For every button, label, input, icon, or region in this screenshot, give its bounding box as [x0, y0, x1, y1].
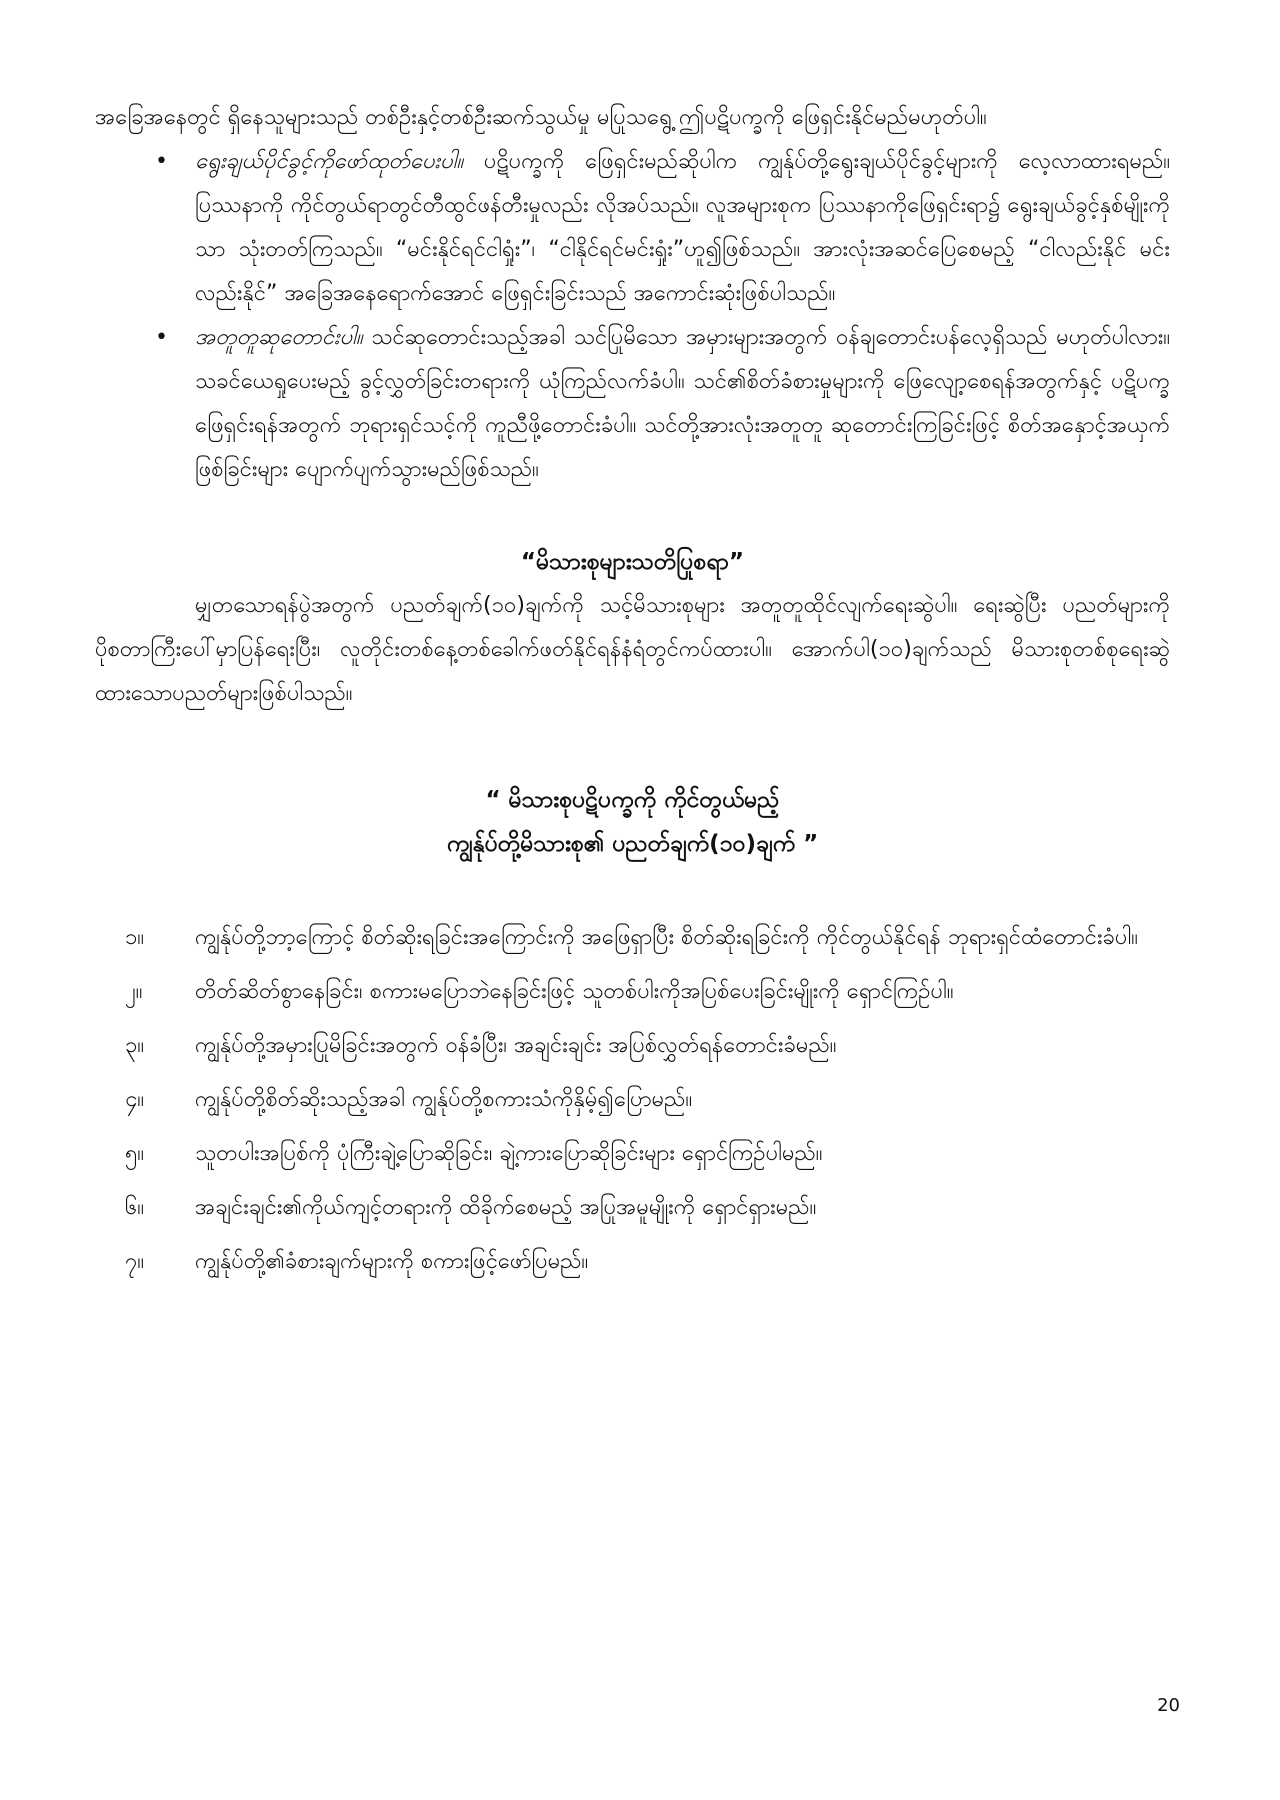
rule-item: [95, 916, 1170, 960]
rule-number: ၅။: [125, 1141, 145, 1166]
bullet-dot-icon: •: [155, 325, 168, 350]
intro-continuation: အခြေအနေတွင် ရှိနေသူများသည် တစ်ဦးနှင့်တစ်ဦးဆက်သွယ်မှု မပြုသရွေ့ ဤပဋိပက္ခကို ဖြေရှင်းနိုင်မည်မဟုတ်ပါ။: [95, 105, 987, 130]
page-content: [95, 96, 1170, 1294]
rule-item: [95, 1186, 1170, 1230]
rule-number: ၁။: [125, 925, 145, 950]
rule-text: ကျွန်ုပ်တို့အမှားပြုမိခြင်းအတွက် ဝန်ခံပြီး၊ အချင်းချင်း အပြစ်လွှတ်ရန်တောင်းခံမည်။: [195, 1033, 837, 1058]
rule-text: ကျွန်ုပ်တို့၏ခံစားချက်များကို စကားဖြင့်ဖော်ပြမည်။: [195, 1249, 589, 1274]
bullet-dot-icon: •: [155, 149, 168, 174]
section-body-family-notes: မျှတသောရန်ပွဲအတွက် ပညတ်ချက်(၁၀)ချက်ကို သင့်မိသားစုများ အတူတူထိုင်လျက်ရေးဆွဲပါ။ ရေးဆွဲပြီး ပညတ်များကို ပိုစတာကြီးပေါ်မှာပြန်ရေးပြီး၊ လူတိုင်းတစ်နေ့တစ်ခေါက်ဖတ်နိုင်ရန်နံရံတွင်ကပ်ထားပါ။ အောက်ပါ(၁၀)ချက်သည် မိသားစုတစ်စုရေးဆွဲ ထားသောပညတ်များဖြစ်ပါသည်။: [95, 593, 1170, 706]
bullet-lead-pray: အတူတူဆုတောင်းပါ။: [195, 325, 363, 350]
rule-text: သူတပါးအပြစ်ကို ပုံကြီးချဲ့ပြောဆိုခြင်း၊ ချဲ့ကားပြောဆိုခြင်းများ ရှောင်ကြဉ်ပါမည်။: [195, 1141, 823, 1166]
rule-item: [95, 1132, 1170, 1176]
rule-text: ကျွန်ုပ်တို့စိတ်ဆိုးသည့်အခါ ကျွန်ုပ်တို့စကားသံကိုနှိမ့်၍ပြောမည်။: [195, 1087, 693, 1112]
page-number: 20: [1157, 1695, 1180, 1716]
bullet-list: [95, 140, 1170, 492]
bullet-text-pray: သင်ဆုတောင်းသည့်အခါ သင်ပြုမိသော အမှားများအတွက် ဝန်ချတောင်းပန်လေ့ရှိသည် မဟုတ်ပါလား။ သခင်ယေရှုပေးမည့် ခွင့်လွှတ်ခြင်းတရားကို ယုံကြည်လက်ခံပါ။ သင်၏စိတ်ခံစားမှုများကို ဖြေလျော့စေရန်အတွက်နှင့် ပဋိပက္ခဖြေရှင်းရန်အတွက် ဘုရားရှင်သင့်ကို ကူညီဖို့တောင်းခံပါ။ သင်တို့အားလုံးအတူတူ ဆုတောင်းကြခြင်းဖြင့် စိတ်အနှောင့်အယှက်ဖြစ်ခြင်းများ ပျောက်ပျက်သွားမည်ဖြစ်သည်။: [195, 325, 1170, 482]
section-heading-rules-line1: “ မိသားစုပဋိပက္ခကို ကိုင်တွယ်မည့်: [485, 787, 780, 813]
rule-number: ၂။: [125, 979, 143, 1004]
section-heading-family-notes: “မိသားစုများသတိပြုစရာ”: [520, 549, 745, 575]
bullet-item-pray: [95, 316, 1170, 492]
rule-text: တိတ်ဆိတ်စွာနေခြင်း၊ စကားမပြောဘဲနေခြင်းဖြင့် သူတစ်ပါးကိုအပြစ်ပေးခြင်းမျိုးကို ရှောင်ကြဉ်ပါ။: [195, 979, 954, 1004]
bullet-text-choices: ပဋိပက္ခကို ဖြေရှင်းမည်ဆိုပါက ကျွန်ုပ်တို့ရွေးချယ်ပိုင်ခွင့်များကို လေ့လာထားရမည်။ ပြဿနာကို ကိုင်တွယ်ရာတွင်တီထွင်ဖန်တီးမှုလည်း လိုအပ်သည်။ လူအများစုက ပြဿနာကိုဖြေရှင်းရာ၌ ရွေးချယ်ခွင့်နှစ်မျိုးကိုသာ သုံးတတ်ကြသည်။ “မင်းနိုင်ရင်ငါရှုံး”၊ “ငါနိုင်ရင်မင်းရှုံး”ဟူ၍ဖြစ်သည်။ အားလုံးအဆင်ပြေစေမည့် “ငါလည်းနိုင် မင်းလည်းနိုင်” အခြေအနေရောက်အောင် ဖြေရှင်းခြင်းသည် အကောင်းဆုံးဖြစ်ပါသည်။: [195, 149, 1170, 306]
rule-text: ကျွန်ုပ်တို့ဘာ့ကြောင့် စိတ်ဆိုးရခြင်းအကြောင်းကို အဖြေရှာပြီး စိတ်ဆိုးရခြင်းကို ကိုင်တွယ်နိုင်ရန် ဘုရားရှင်ထံတောင်းခံပါ။: [195, 925, 1138, 950]
section-heading-rules: [95, 778, 1170, 866]
rule-number: ၃။: [125, 1033, 145, 1058]
rule-number: ၄။: [125, 1087, 145, 1112]
rule-item: [95, 1240, 1170, 1284]
rule-text: အချင်းချင်း၏ကိုယ်ကျင့်တရားကို ထိခိုက်စေမည့် အပြုအမူမျိုးကို ရှောင်ရှားမည်။: [195, 1195, 817, 1220]
rule-item: [95, 970, 1170, 1014]
bullet-item-choices: [95, 140, 1170, 316]
rules-list: [95, 916, 1170, 1284]
rule-item: [95, 1078, 1170, 1122]
rule-number: ၇။: [125, 1249, 145, 1274]
section-heading-rules-line2: ကျွန်ုပ်တို့မိသားစု၏ ပညတ်ချက်(၁၀)ချက် ”: [446, 831, 819, 857]
bullet-lead-choices: ရွေးချယ်ပိုင်ခွင့်ကိုဖော်ထုတ်ပေးပါ။: [195, 149, 463, 174]
rule-item: [95, 1024, 1170, 1068]
rule-number: ၆။: [125, 1195, 145, 1220]
